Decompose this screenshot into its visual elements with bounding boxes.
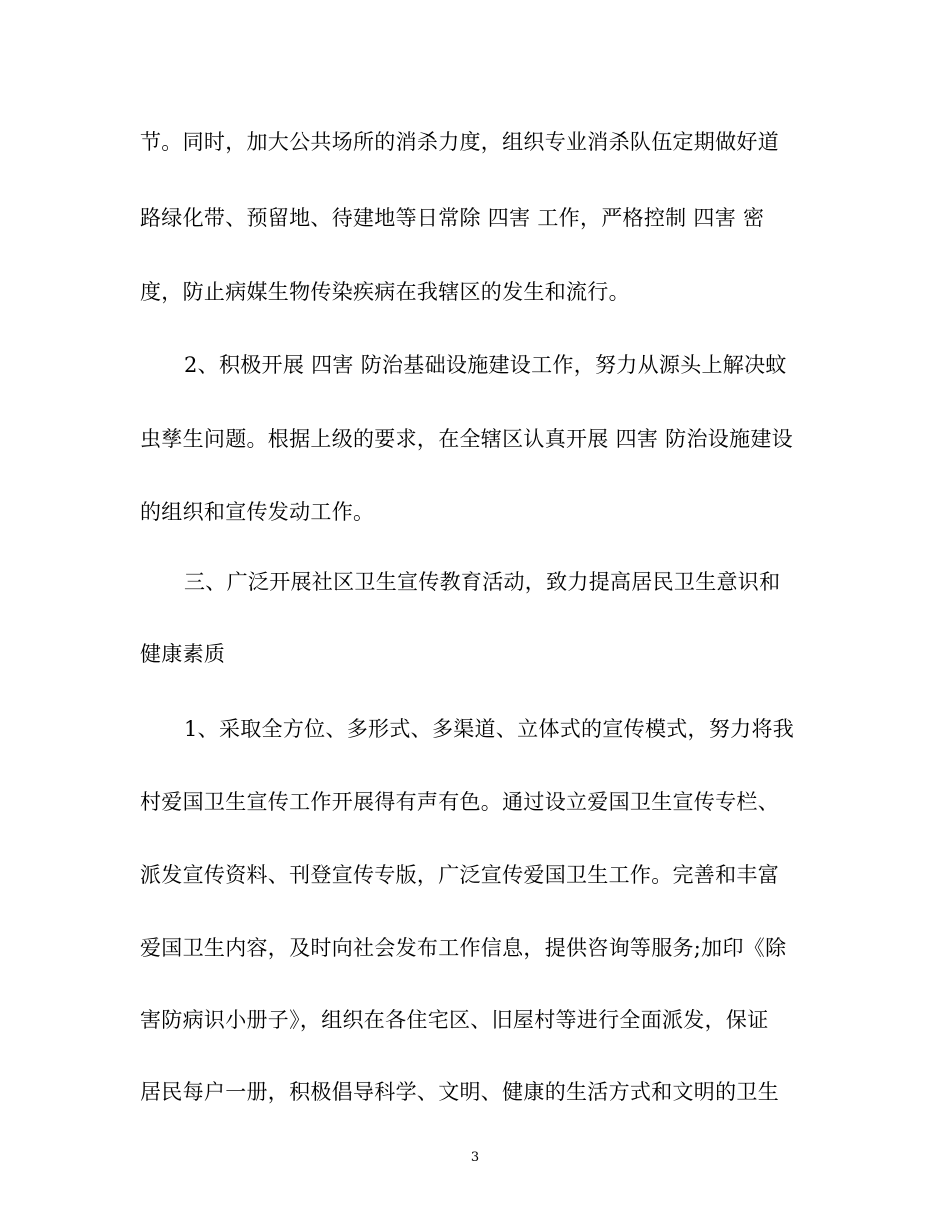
paragraph-first-line: 1、采取全方位、多形式、多渠道、立体式的宣传模式，努力将我 [184,717,795,741]
page-number: 3 [470,1150,480,1165]
body-text-line: 节。同时，加大公共场所的消杀力度，组织专业消杀队伍定期做好道 [140,130,779,154]
body-text-line: 的组织和宣传发动工作。 [140,500,375,524]
body-text-line: 爱国卫生内容，及时向社会发布工作信息，提供咨询等服务;加印《除 [140,936,787,960]
body-text-line: 度，防止病媒生物传染疾病在我辖区的发生和流行。 [140,280,630,304]
body-text-line: 害防病识小册子》，组织在各住宅区、旧屋村等进行全面派发，保证 [140,1008,769,1032]
paragraph-first-line: 2、积极开展 四害 防治基础设施建设工作，努力从源头上解决蚊 [184,353,787,377]
body-text-line: 路绿化带、预留地、待建地等日常除 四害 工作，严格控制 四害 密 [140,206,765,230]
body-text-line: 居民每户一册，积极倡导科学、文明、健康的生活方式和文明的卫生 [140,1080,779,1104]
body-text-line: 派发宣传资料、刊登宣传专版，广泛宣传爱国卫生工作。完善和丰富 [140,863,779,887]
body-text-line: 村爱国卫生宣传工作开展得有声有色。通过设立爱国卫生宣传专栏、 [140,790,779,814]
section-heading-line: 健康素质 [140,642,226,666]
section-heading-line: 三、广泛开展社区卫生宣传教育活动，致力提高居民卫生意识和 [184,570,781,594]
body-text-line: 虫孳生问题。根据上级的要求，在全辖区认真开展 四害 防治设施建设 [140,427,793,451]
